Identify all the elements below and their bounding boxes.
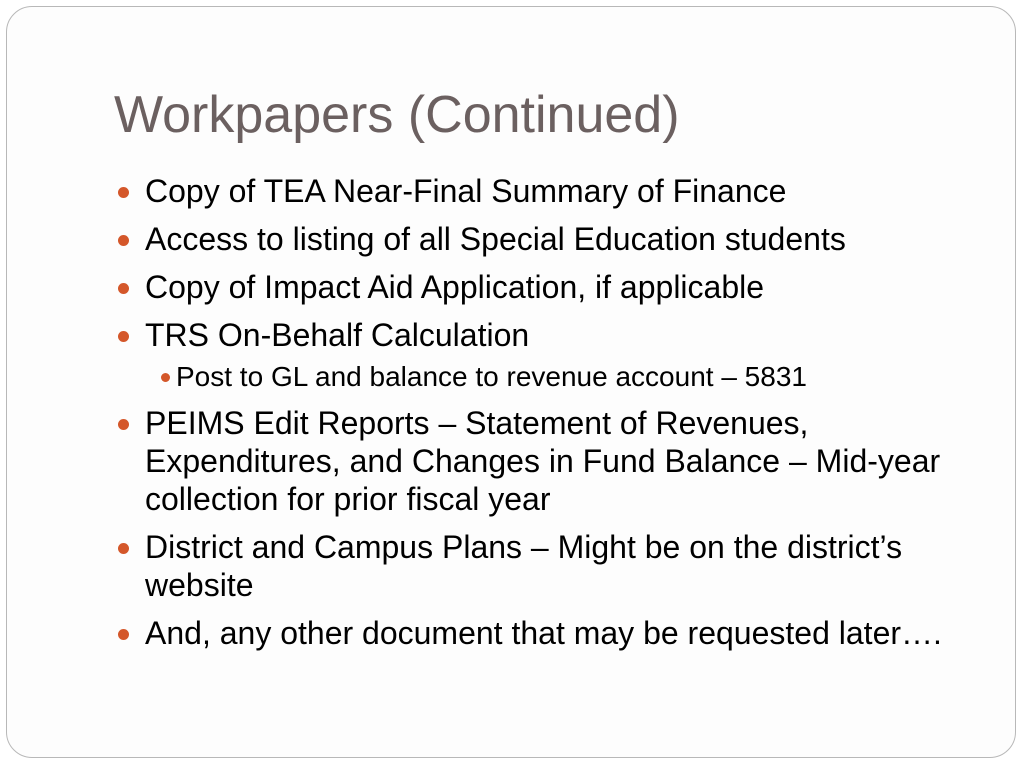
bullet-icon <box>118 235 129 246</box>
bullet-item <box>114 220 994 258</box>
bullet-item <box>114 268 994 306</box>
bullet-icon <box>118 543 129 554</box>
bullet-item <box>114 614 994 652</box>
bullet-text: And, any other document that may be requested later…. <box>145 615 942 651</box>
bullet-item <box>114 404 994 518</box>
bullet-icon <box>118 187 129 198</box>
bullet-text: Access to listing of all Special Education students <box>145 221 846 257</box>
bullet-text: TRS On-Behalf Calculation <box>145 317 530 353</box>
bullet-text: District and Campus Plans – Might be on the district’s website <box>145 529 903 603</box>
bullet-icon <box>118 629 129 640</box>
sub-bullet-text: Post to GL and balance to revenue account – 5831 <box>176 361 807 392</box>
bullet-item <box>114 316 994 354</box>
bullet-text: Copy of TEA Near-Final Summary of Finance <box>145 173 787 209</box>
sub-bullet-item <box>114 360 994 394</box>
sub-bullet-icon <box>161 373 170 382</box>
bullet-list <box>114 172 994 662</box>
bullet-text: PEIMS Edit Reports – Statement of Revenues, Expenditures, and Changes in Fund Balance – Mid-year collection for prior fiscal year <box>145 405 941 517</box>
bullet-item <box>114 172 994 210</box>
bullet-icon <box>118 419 129 430</box>
slide <box>6 6 1016 758</box>
bullet-text: Copy of Impact Aid Application, if applicable <box>145 269 765 305</box>
slide-title: Workpapers (Continued) <box>114 86 680 144</box>
bullet-icon <box>118 331 129 342</box>
bullet-icon <box>118 283 129 294</box>
bullet-item <box>114 528 994 604</box>
